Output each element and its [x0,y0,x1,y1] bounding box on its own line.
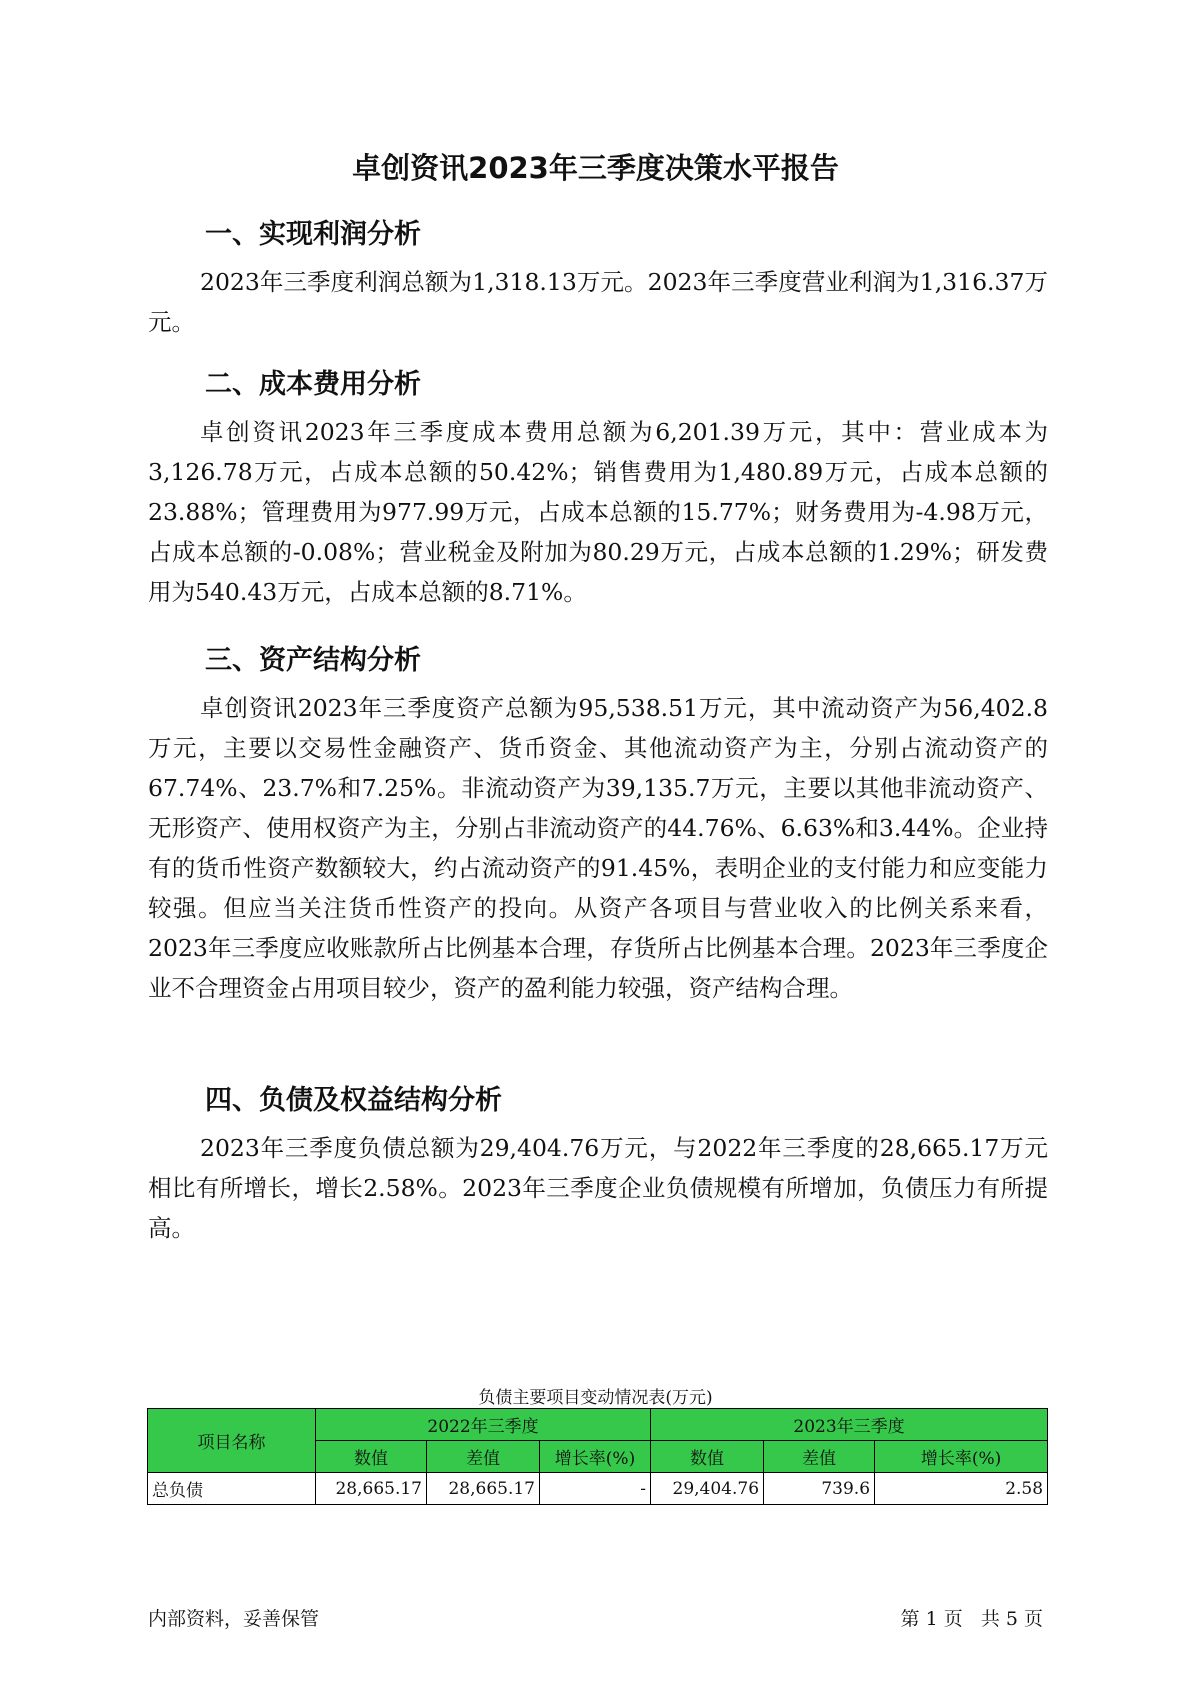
section-heading-profit: 一、实现利润分析 [205,219,421,250]
cell-diff-b: 739.6 [764,1473,875,1505]
cell-growth-a: - [540,1473,651,1505]
section-heading-assets: 三、资产结构分析 [205,645,421,676]
section-body-profit: 2023年三季度利润总额为1,318.13万元。2023年三季度营业利润为1,316.37万元。 [148,268,1048,336]
table-header-row [148,1409,1048,1441]
cell-growth-b: 2.58 [875,1473,1048,1505]
section-body-cost: 卓创资讯2023年三季度成本费用总额为6,201.39万元，其中：营业成本为3,126.78万元，占成本总额的50.42%；销售费用为1,480.89万元，占成本总额的23.88%；管理费用为977.99万元，占成本总额的15.77%；财务费用为-4.98万元，占成本总额的-0.08%；营业税金及附加为80.29万元，占成本总额的1.29%；研发费用为540.43万元，占成本总额的8.71%。 [148,418,1048,606]
footer-confidential-note: 内部资料，妥善保管 [148,1608,320,1630]
footer-page-number: 第 1 页 共 5 页 [900,1608,1043,1630]
section-heading-cost: 二、成本费用分析 [205,369,421,400]
period-b-header: 2023年三季度 [651,1409,1048,1441]
item-name-header: 项目名称 [148,1409,316,1473]
subheader-diff-b: 差值 [764,1441,875,1473]
report-title: 卓创资讯2023年三季度决策水平报告 [352,151,839,185]
cell-value-b: 29,404.76 [651,1473,764,1505]
subheader-diff-a: 差值 [427,1441,540,1473]
liabilities-table [147,1408,1048,1505]
section-body-assets: 卓创资讯2023年三季度资产总额为95,538.51万元，其中流动资产为56,402.8万元，主要以交易性金融资产、货币资金、其他流动资产为主，分别占流动资产的67.74%、23.7%和7.25%。非流动资产为39,135.7万元，主要以其他非流动资产、无形资产、使用权资产为主，分别占非流动资产的44.76%、6.63%和3.44%。企业持有的货币性资产数额较大，约占流动资产的91.45%，表明企业的支付能力和应变能力较强。但应当关注货币性资产的投向。从资产各项目与营业收入的比例关系来看，2023年三季度应收账款所占比例基本合理，存货所占比例基本合理。2023年三季度企业不合理资金占用项目较少，资产的盈利能力较强，资产结构合理。 [148,694,1048,1002]
subheader-value-b: 数值 [651,1441,764,1473]
row-name: 总负债 [148,1473,316,1505]
subheader-growth-b: 增长率(%) [875,1441,1048,1473]
subheader-value-a: 数值 [316,1441,427,1473]
section-body-liabilities: 2023年三季度负债总额为29,404.76万元，与2022年三季度的28,665.17万元相比有所增长，增长2.58%。2023年三季度企业负债规模有所增加，负债压力有所提高。 [148,1134,1048,1242]
cell-diff-a: 28,665.17 [427,1473,540,1505]
section-heading-liabilities: 四、负债及权益结构分析 [205,1085,502,1116]
cell-value-a: 28,665.17 [316,1473,427,1505]
period-a-header: 2022年三季度 [316,1409,651,1441]
subheader-growth-a: 增长率(%) [540,1441,651,1473]
table-row [148,1473,1048,1505]
table-caption: 负债主要项目变动情况表(万元) [478,1388,713,1408]
